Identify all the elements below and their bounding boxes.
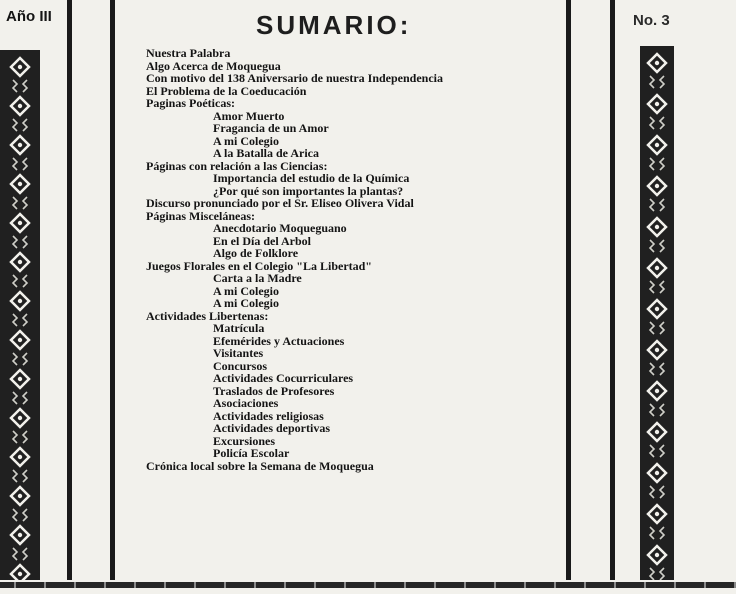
toc-entry: En el Día del Arbol [213, 233, 312, 248]
toc-entry: Algo Acerca de Moquegua [146, 58, 281, 73]
toc-entry: Nuestra Palabra [146, 46, 231, 60]
toc-entry: Asociaciones [213, 396, 279, 410]
toc-entry: Fragancia de un Amor [213, 121, 329, 135]
toc-entry: Crónica local sobre la Semana de Moquegua [146, 458, 374, 473]
toc-entry: Páginas con relación a las Ciencias: [146, 158, 328, 173]
left-ornamental-border [0, 50, 40, 580]
toc-entry: A mi Colegio [213, 133, 279, 148]
toc-entry: Visitantes [213, 346, 264, 360]
right-ornamental-border [640, 46, 674, 580]
toc-entry: Amor Muerto [213, 108, 285, 123]
toc-entry: Matrícula [213, 321, 265, 335]
toc-entry: Discurso pronunciado por el Sr. Eliseo Olivera Vidal [146, 196, 414, 210]
toc-entry: A mi Colegio [213, 296, 279, 310]
year-label: Año III [6, 8, 52, 25]
toc-entry: Paginas Poéticas: [146, 96, 235, 110]
issue-number: No. 3 [633, 12, 670, 29]
toc-entry: Importancia del estudio de la Química [213, 171, 410, 185]
toc-entry: Con motivo del 138 Aniversario de nuestra Independencia [146, 71, 444, 85]
left-inner-rule [110, 0, 115, 580]
table-of-contents [146, 47, 443, 472]
right-column-rule [610, 0, 615, 580]
toc-entry: Actividades deportivas [213, 421, 330, 435]
toc-entry: Concursos [213, 358, 268, 373]
toc-entry: El Problema de la Coeducación [146, 83, 307, 98]
toc-entry: Actividades religiosas [213, 408, 324, 423]
toc-entry: Anecdotario Moqueguano [213, 221, 347, 235]
left-column-rule [67, 0, 72, 580]
toc-entry: Actividades Libertenas: [146, 308, 269, 323]
toc-entry: ¿Por qué son importantes la plantas? [213, 183, 404, 198]
toc-entry: Algo de Folklore [213, 246, 299, 260]
toc-entry: Traslados de Profesores [213, 383, 335, 398]
toc-entry: Policía Escolar [213, 446, 290, 460]
toc-entry: A la Batalla de Arica [213, 146, 319, 160]
toc-entry: Excursiones [213, 433, 276, 448]
toc-entry: A mi Colegio [213, 283, 279, 298]
toc-entry: Actividades Cocurriculares [213, 371, 354, 385]
bottom-ornamental-rule [0, 582, 736, 588]
toc-entry: Efemérides y Actuaciones [213, 333, 345, 348]
right-inner-rule [566, 0, 571, 580]
toc-entry: Carta a la Madre [213, 271, 302, 285]
toc-entry: Juegos Florales en el Colegio "La Libertad" [146, 258, 372, 273]
toc-entry: Páginas Misceláneas: [146, 208, 255, 223]
page-title: SUMARIO: [256, 10, 412, 40]
